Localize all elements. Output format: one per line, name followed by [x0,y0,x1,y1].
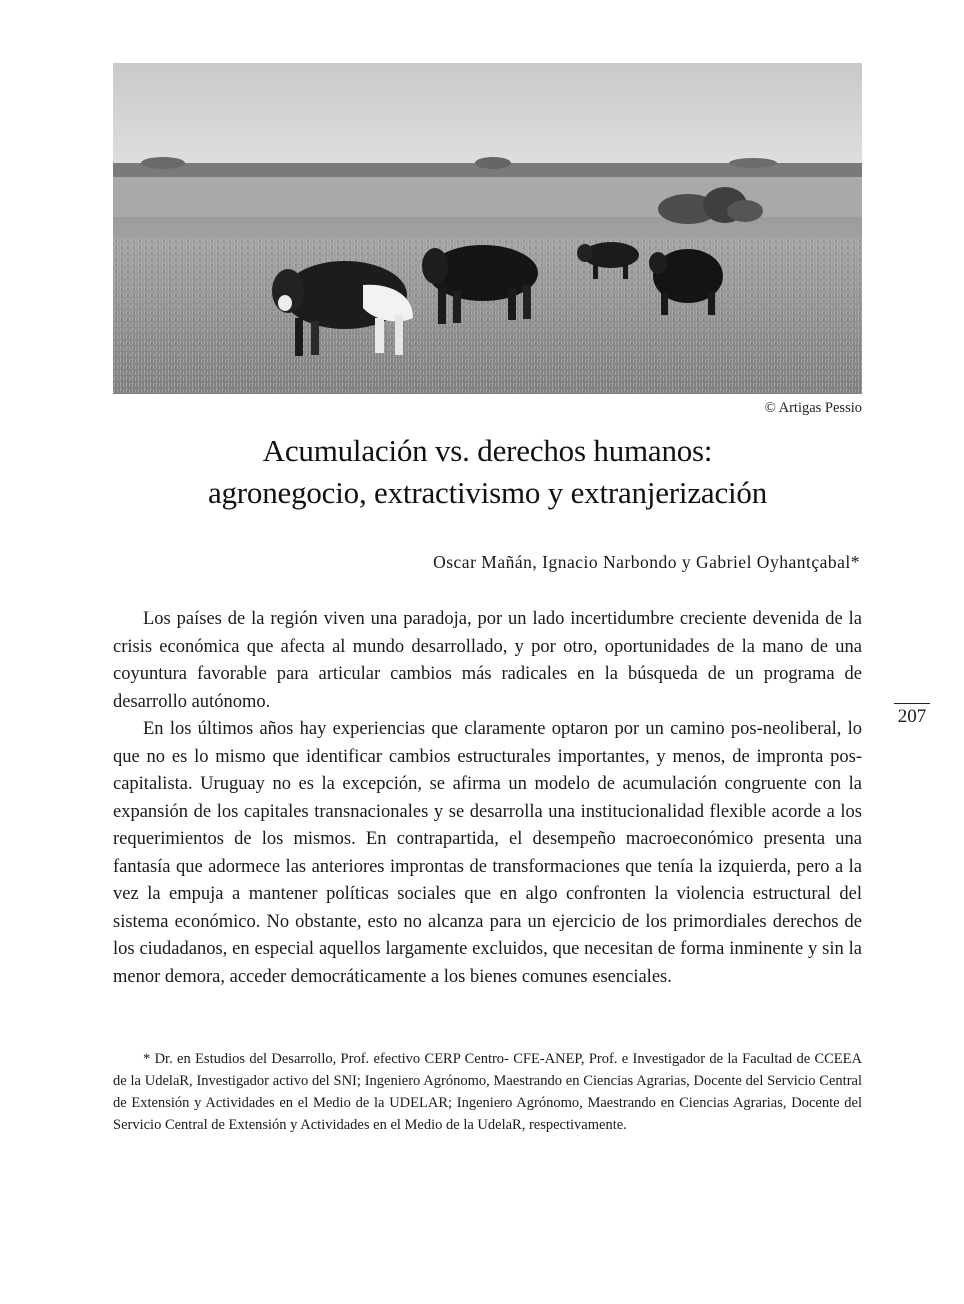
title-line-1: Acumulación vs. derechos humanos: [262,433,713,468]
paragraph: Los países de la región viven una paradoja, por un lado incertidumbre creciente devenida de la crisis económica que afecta al mundo desarrollado, y por otro, oportunidades de la mano de una coyuntura favorable para articular cambios más radicales en la búsqueda de un programa de desarrollo autónomo. [113,609,862,712]
cover-photo [113,63,862,394]
photo-credit: © Artigas Pessio [764,400,862,416]
footnote-text: * Dr. en Estudios del Desarrollo, Prof. efectivo CERP Centro- CFE-ANEP, Prof. e Investigador de la Facultad de CCEEA de la UdelaR, Investigador activo del SNI; Ingeniero Agrónomo, Maestrando en Ciencias Agrarias, Docente del Servicio Central de Extensión y Actividades en el Medio de la UDELAR; Ingeniero Agrónomo, Maestrando en Ciencias Agrarias, Docente del Servicio Central de Extensión y Actividades en el Medio de la UdelaR, respectivamente. [113,1051,862,1133]
paragraph: En los últimos años hay experiencias que claramente optaron por un camino pos-neoliberal, lo que no es lo mismo que identificar cambios estructurales importantes, y menos, de impronta pos-capitalista. Uruguay no es la excepción, se afirma un modelo de acumulación congruente con la expansión de los capitales transnacionales y se desarrolla una institucionalidad flexible acorde a los requerimientos de los mismos. En contrapartida, el desempeño macroeconómico presenta una fantasía que adormece las anteriores improntas de transformaciones que tenía la izquierda, pero a la vez la empuja a mantener políticas sociales que en algo confronten la violencia estructural del sistema económico. No obstante, esto no alcanza para un ejercicio de los primordiales derechos de los ciudadanos, en especial aquellos largamente excluidos, que necesitan de forma inminente y sin la menor demora, acceder democráticamente a los bienes comunes esenciales. [113,719,862,987]
authors: Oscar Mañán, Ignacio Narbondo y Gabriel Oyhantçabal* [433,552,860,572]
article-title [113,430,862,514]
title-line-2: agronegocio, extractivismo y extranjerización [207,475,768,510]
landscape-photo-icon [113,63,862,394]
page-number: 207 [894,703,930,728]
body-text [113,606,862,991]
footnote [113,1048,862,1136]
